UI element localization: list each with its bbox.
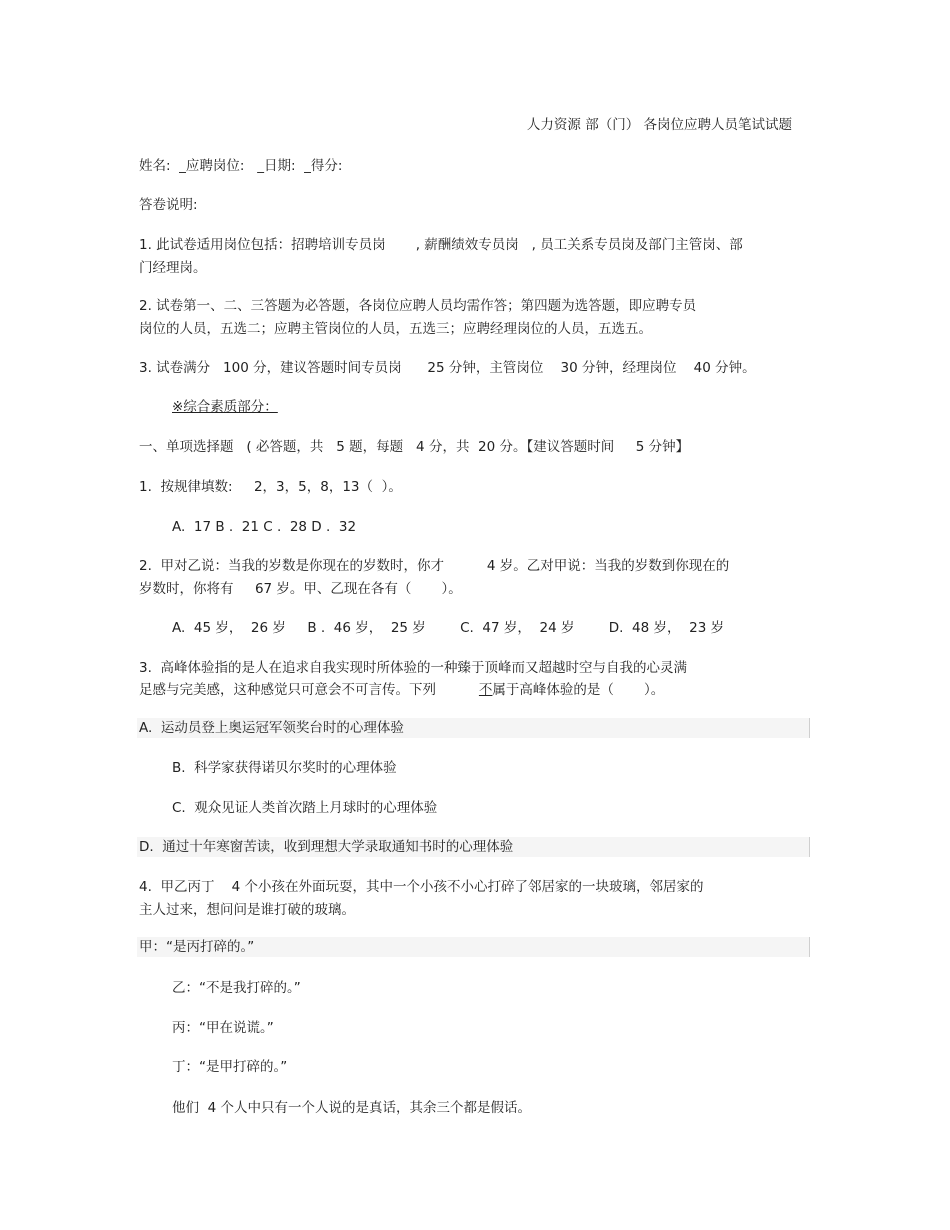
question-2-line-1: 2. 甲对乙说：当我的岁数是你现在的岁数时，你才 4 岁。乙对甲说：当我的岁数到你现在的 (139, 558, 730, 574)
statement-ding: 丁：“是甲打碎的。” (172, 1059, 288, 1075)
question-3-text-pre: 足感与完美感，这种感觉只可意会不可言传。下列 (139, 682, 479, 698)
rule-2-line-2: 岗位的人员，五选二；应聘主管岗位的人员，五选三；应聘经理岗位的人员，五选五。 (139, 321, 652, 337)
rule-2-line-1: 2. 试卷第一、二、三答题为必答题，各岗位应聘人员均需作答；第四题为选答题，即应聘专员 (139, 298, 697, 314)
statement-bing: 丙：“甲在说谎。” (172, 1020, 274, 1036)
question-4-line-2: 主人过来，想问问是谁打破的玻璃。 (139, 902, 355, 918)
info-line: 姓名: _应聘岗位: _日期: _得分: (139, 158, 343, 174)
question-3-option-d: D. 通过十年寒窗苦读，收到理想大学录取通知书时的心理体验 (139, 839, 514, 855)
question-2-line-2: 岁数时，你将有 67 岁。甲、乙现在各有（ ）。 (139, 581, 462, 597)
question-3-line-2 (139, 681, 664, 699)
question-3-text-post: 属于高峰体验的是（ ）。 (492, 682, 665, 698)
question-1-options: A. 17 B . 21 C . 28 D . 32 (172, 519, 357, 535)
question-4-line-1: 4. 甲乙丙丁 4 个小孩在外面玩耍，其中一个小孩不小心打碎了邻居家的一块玻璃，邻居家的 (139, 879, 704, 895)
question-4-note: 他们 4 个人中只有一个人说的是真话，其余三个都是假话。 (172, 1100, 531, 1116)
part-1-heading: 一、单项选择题 ( 必答题，共 5 题，每题 4 分，共 20 分。【建议答题时间 5 分钟】 (139, 439, 690, 455)
statement-yi: 乙：“不是我打碎的。” (172, 980, 301, 996)
page-title: 人力资源 部（门） 各岗位应聘人员笔试试题 (526, 117, 792, 133)
question-1: 1. 按规律填数: 2，3，5，8，13（ ）。 (139, 479, 402, 495)
section-label: ※综合素质部分： (172, 399, 278, 415)
rule-1-line-1: 1. 此试卷适用岗位包括：招聘培训专员岗 , 薪酬绩效专员岗 , 员工关系专员岗及部门主管岗、部 (139, 237, 743, 253)
rule-1-line-2: 门经理岗。 (139, 260, 207, 276)
question-2-options: A. 45 岁， 26 岁 B . 46 岁， 25 岁 C. 47 岁， 24 岁 D. 48 岁， 23 岁 (172, 620, 725, 636)
question-3-option-a: A. 运动员登上奥运冠军领奖台时的心理体验 (139, 720, 404, 736)
question-3-option-b: B. 科学家获得诺贝尔奖时的心理体验 (172, 760, 397, 776)
negation-word: 不 (478, 682, 493, 698)
rule-3: 3. 试卷满分 100 分，建议答题时间专员岗 25 分钟，主管岗位 30 分钟，经理岗位 40 分钟。 (139, 360, 756, 376)
statement-jia: 甲：“是丙打碎的。” (139, 939, 255, 955)
question-3-option-c: C. 观众见证人类首次踏上月球时的心理体验 (172, 800, 438, 816)
instructions-heading: 答卷说明: (139, 197, 198, 213)
question-3-line-1: 3. 高峰体验指的是人在追求自我实现时所体验的一种臻于顶峰而又超越时空与自我的心灵满 (139, 660, 687, 676)
